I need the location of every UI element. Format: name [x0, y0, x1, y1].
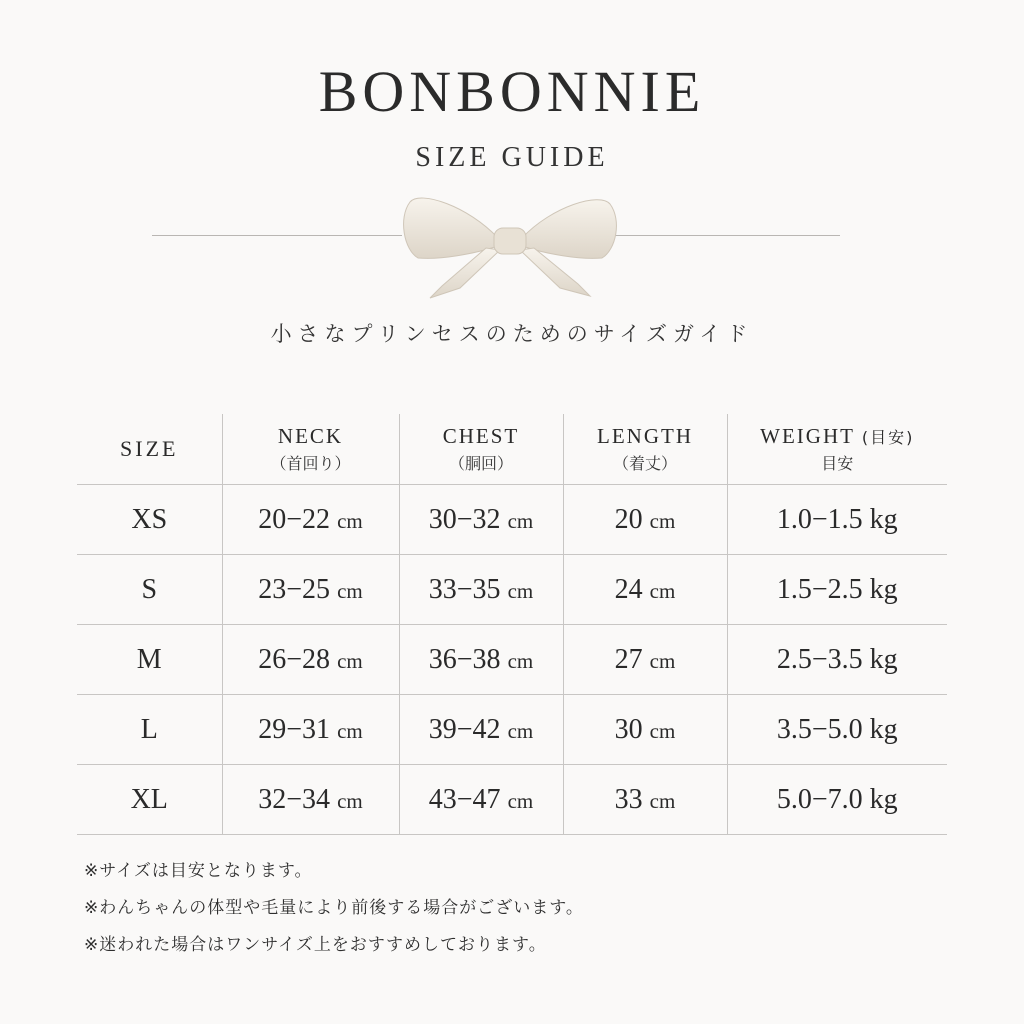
brand-title: BONBONNIE — [318, 59, 706, 124]
page-subtitle: SIZE GUIDE — [415, 142, 609, 173]
cell-size: L — [77, 695, 222, 765]
note-item: ※わんちゃんの体型や毛量により前後する場合がございます。 — [84, 898, 584, 918]
cell-chest: 36−38 cm — [399, 625, 563, 695]
cell-size: M — [77, 625, 222, 695]
header-label: CHEST — [442, 424, 520, 448]
cell-neck: 29−31 cm — [222, 695, 399, 765]
note-item: ※迷われた場合はワンサイズ上をおすすめしております。 — [84, 935, 547, 955]
table-row — [77, 695, 947, 765]
header-label: LENGTH — [597, 424, 693, 448]
cell-chest: 43−47 cm — [399, 765, 563, 835]
cell-neck: 32−34 cm — [222, 765, 399, 835]
header-label: NECK — [277, 424, 344, 448]
cell-length: 24 cm — [563, 555, 727, 625]
cell-weight: 5.0−7.0 kg — [727, 765, 947, 835]
header-label: SIZE — [120, 436, 179, 461]
cell-size: XL — [77, 765, 222, 835]
table-row — [77, 625, 947, 695]
divider-left — [152, 235, 402, 236]
table-row — [77, 765, 947, 835]
notes — [84, 858, 584, 969]
cell-neck: 26−28 cm — [222, 625, 399, 695]
cell-length: 27 cm — [563, 625, 727, 695]
cell-size: XS — [77, 485, 222, 555]
cell-length: 30 cm — [563, 695, 727, 765]
cell-length: 20 cm — [563, 485, 727, 555]
note-item: ※サイズは目安となります。 — [84, 861, 313, 881]
header-chest — [399, 414, 563, 485]
cell-size: S — [77, 555, 222, 625]
cell-weight: 1.0−1.5 kg — [727, 485, 947, 555]
cell-weight: 3.5−5.0 kg — [727, 695, 947, 765]
tagline: 小さなプリンセスのためのサイズガイド — [270, 322, 754, 346]
cell-weight: 2.5−3.5 kg — [727, 625, 947, 695]
header-sublabel: （胴回） — [448, 454, 513, 473]
cell-chest: 30−32 cm — [399, 485, 563, 555]
table-row — [77, 485, 947, 555]
ribbon-bow-icon — [390, 188, 630, 308]
header-weight — [727, 414, 947, 485]
header-sublabel: 目安 — [821, 454, 854, 473]
cell-length: 33 cm — [563, 765, 727, 835]
header-size — [77, 414, 222, 485]
cell-neck: 20−22 cm — [222, 485, 399, 555]
header-length — [563, 414, 727, 485]
cell-neck: 23−25 cm — [222, 555, 399, 625]
size-table — [77, 414, 947, 835]
cell-chest: 39−42 cm — [399, 695, 563, 765]
divider-right — [610, 235, 840, 236]
header-neck — [222, 414, 399, 485]
table-row — [77, 555, 947, 625]
header-label: WEIGHT (目安) — [760, 424, 915, 448]
header-sublabel: （着丈） — [612, 454, 677, 473]
header-sublabel: （首回り） — [270, 454, 351, 473]
header-note: (目安) — [861, 428, 915, 447]
cell-weight: 1.5−2.5 kg — [727, 555, 947, 625]
table-header-row — [77, 414, 947, 485]
cell-chest: 33−35 cm — [399, 555, 563, 625]
